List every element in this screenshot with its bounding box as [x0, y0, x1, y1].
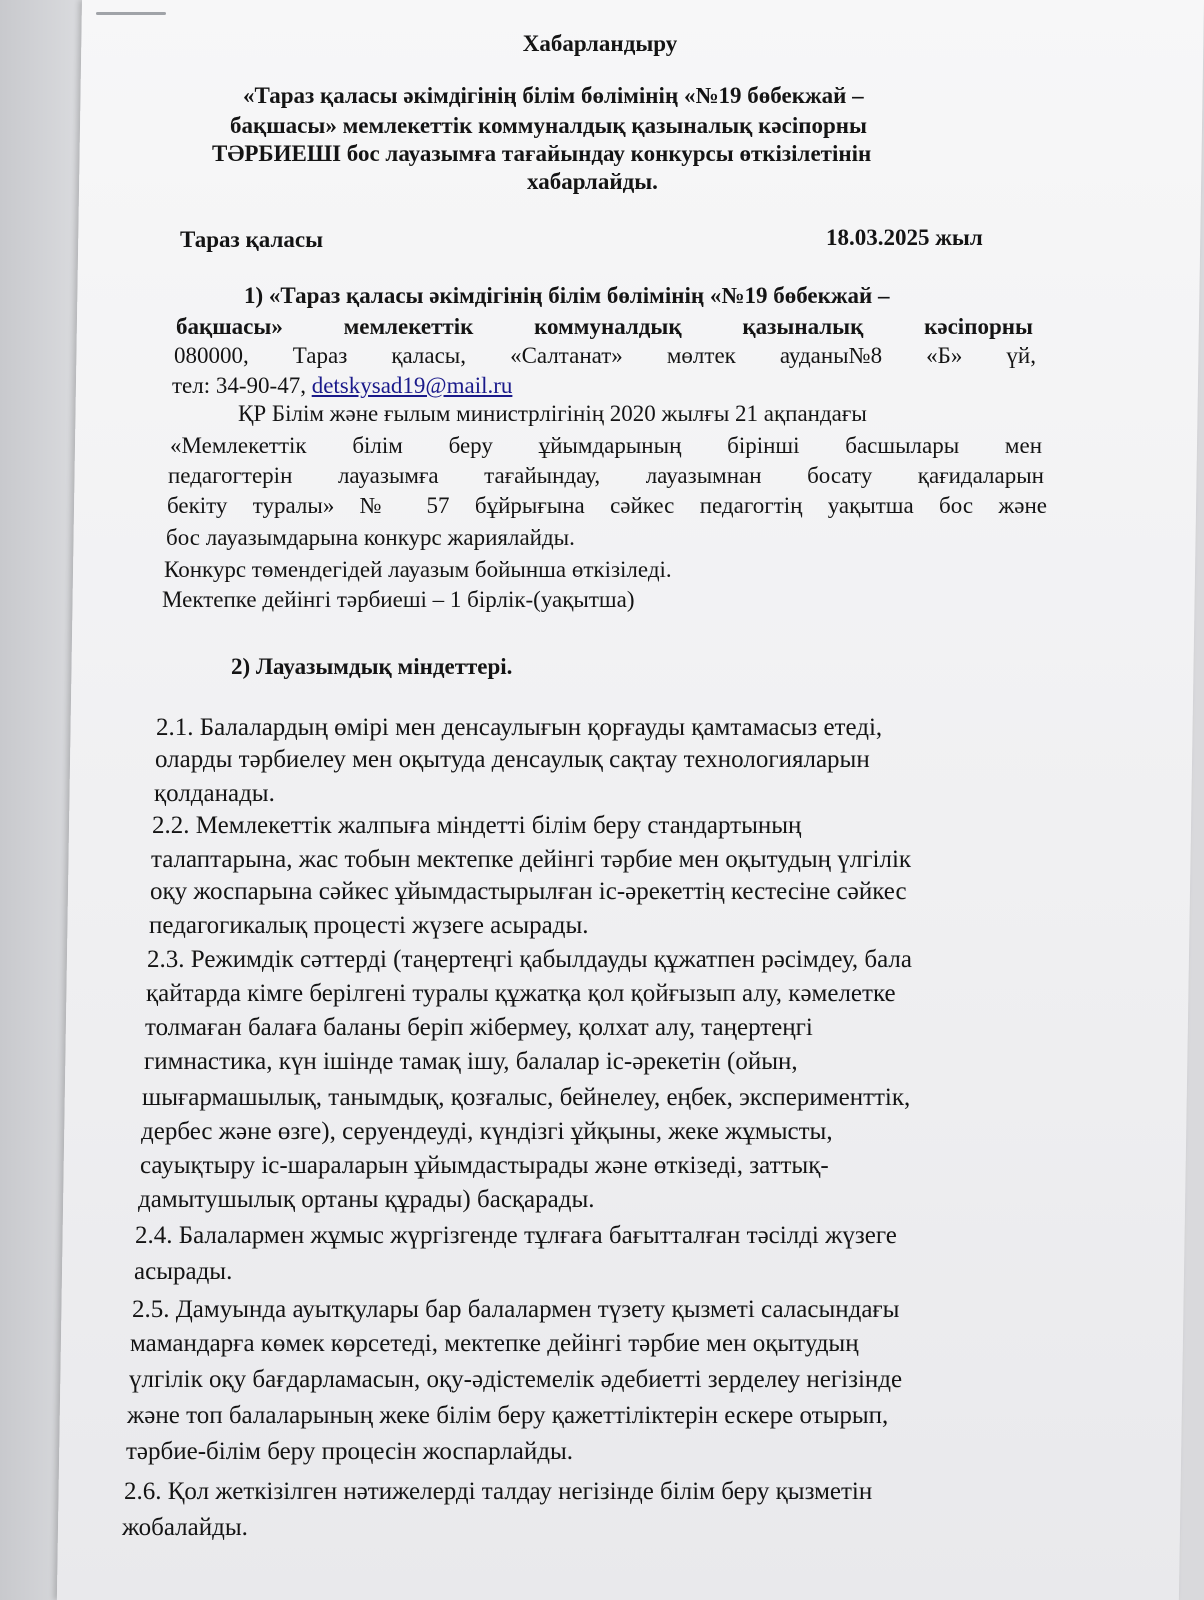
duty-line: тәрбие-білім беру процесін жоспарлайды. — [126, 1438, 573, 1465]
duty-line: 2.1. Балалардың өмірі мен денсаулығын қорғауды қамтамасыз етеді, — [156, 714, 883, 741]
duty-line: жобалайды. — [122, 1514, 248, 1541]
city-label: Тараз қаласы — [180, 227, 324, 252]
duty-line: асырады. — [134, 1258, 233, 1285]
word: қаласы, — [391, 343, 467, 368]
word: қазыналық — [742, 314, 864, 339]
word: үй, — [1006, 343, 1036, 368]
phone-text: тел: 34-90-47, — [172, 373, 312, 398]
order-line-5: бос лауазымдарына конкурс жариялайды. — [166, 525, 575, 550]
date-label: 18.03.2025 жыл — [826, 225, 983, 250]
intro-line-1: «Тараз қаласы әкімдігінің білім бөлімінің «№19 бөбекжай – — [243, 83, 864, 108]
order-line-2: «Мемлекеттік білім беру ұйымдарының бірінші басшылары мен — [170, 433, 1042, 458]
duty-line: 2.4. Балалармен жұмыс жүргізгенде тұлғаға бағытталған тәсілді жүзеге — [135, 1222, 897, 1249]
contest-line: Конкурс төмендегідей лауазым бойынша өткізіледі. — [164, 557, 672, 582]
position-line: Мектепке дейінгі тәрбиеші – 1 бірлік-(уақытша) — [162, 587, 635, 612]
section1-contacts — [172, 372, 512, 400]
duty-line: мамандарға көмек көрсетеді, мектепке дейінгі тәрбие мен оқытудың — [130, 1330, 859, 1357]
intro-line-3: ТӘРБИЕШІ бос лауазымға тағайындау конкурсы өткізілетінін — [212, 141, 872, 166]
email-link[interactable]: detskysad19@mail.ru — [311, 373, 513, 398]
duty-line: шығармашылық, танымдық, қозғалыс, бейнелеу, еңбек, эксперименттік, — [142, 1084, 911, 1111]
duty-line: дербес және өзге), серуендеуді, күндізгі ұйқыны, жеке жұмысты, — [141, 1118, 833, 1145]
duty-line: 2.5. Дамуында ауытқулары бар балалармен түзету қызметі саласындағы — [132, 1296, 900, 1323]
duty-line: сауықтыру іс-шараларын ұйымдастырады және өткізеді, заттық- — [140, 1152, 829, 1179]
word: бақшасы» — [176, 314, 283, 339]
duty-line: үлгілік оқу бағдарламасын, оқу-әдістемелік әдебиетті зерделеу негізінде — [129, 1366, 903, 1393]
order-line-1: ҚР Білім және ғылым министрлігінің 2020 жылғы 21 ақпандағы — [238, 401, 867, 426]
word: мемлекеттік — [343, 314, 474, 339]
order-line-3: педагогтерін лауазымға тағайындау, лауазымнан босату қағидаларын — [168, 463, 1044, 488]
word: Тараз — [292, 343, 348, 368]
word: коммуналдық — [534, 314, 682, 339]
word: «Салтанат» — [510, 343, 623, 368]
duty-line: толмаған балаға баланы беріп жібермеу, қолхат алу, таңертеңгі — [145, 1014, 813, 1041]
document-heading: Хабарландыру — [522, 31, 678, 56]
word: 080000, — [174, 343, 249, 368]
word: ауданы№8 — [779, 343, 883, 368]
intro-line-2: бақшасы» мемлекеттік коммуналдық қазыналық кәсіпорны — [230, 113, 867, 138]
order-line-4: бекіту туралы» № 57 бұйрығына сәйкес педагогтің уақытша бос және — [167, 493, 1047, 518]
duty-line: 2.6. Қол жеткізілген нәтижелерді талдау негізінде білім беру қызметін — [124, 1478, 873, 1505]
intro-line-4: хабарлайды. — [527, 169, 658, 194]
word: кәсіпорны — [924, 314, 1033, 339]
duty-line: талаптарына, жас тобын мектепке дейінгі тәрбие мен оқытудың үлгілік — [151, 846, 912, 873]
word: «Б» — [926, 343, 963, 368]
section2-title: 2) Лауазымдық міндеттері. — [231, 654, 513, 679]
section1-line-2 — [176, 313, 1033, 341]
section1-line-1: 1) «Тараз қаласы әкімдігінің білім бөлімінің «№19 бөбекжай – — [244, 283, 890, 308]
duty-line: гимнастика, күн ішінде тамақ ішу, балалар іс-әрекетін (ойын, — [144, 1048, 798, 1075]
duty-line: дамытушылық ортаны құрады) басқарады. — [138, 1186, 595, 1213]
duty-line: 2.2. Мемлекеттік жалпыға міндетті білім беру стандартының — [152, 812, 802, 839]
duty-line: оларды тәрбиелеу мен оқытуда денсаулық сақтау технологияларын — [155, 746, 870, 773]
duty-line: қайтарда кімге берілгені туралы құжатқа қол қойғызып алу, кәмелетке — [146, 980, 896, 1007]
duty-line: қолданады. — [154, 780, 275, 807]
duty-line: 2.3. Режимдік сәттерді (таңертеңгі қабылдауды құжатпен рәсімдеу, бала — [147, 946, 912, 973]
duty-line: педагогикалық процесті жүзеге асырады. — [149, 912, 589, 939]
word: мөлтек — [666, 343, 736, 368]
section1-line-3 — [174, 342, 1036, 370]
duty-line: оқу жоспарына сәйкес ұйымдастырылған іс-әрекеттің кестесіне сәйкес — [150, 878, 907, 905]
duty-line: және топ балаларының жеке білім беру қажеттіліктерін ескере отырып, — [127, 1402, 889, 1429]
